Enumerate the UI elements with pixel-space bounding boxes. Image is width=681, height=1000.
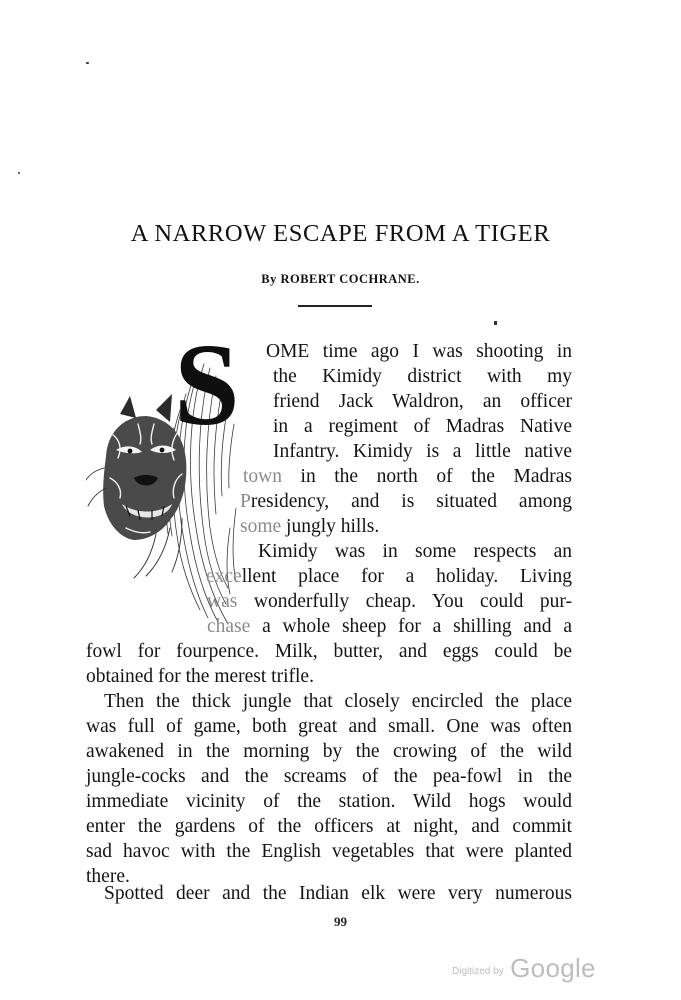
body-line-8: some jungly hills. (240, 516, 380, 537)
body-line-11: was wonderfully cheap. You could pur- (207, 591, 572, 612)
body-line-3: friend Jack Waldron, an officer (273, 391, 572, 412)
body-line-4: in a regiment of Madras Native (273, 416, 572, 437)
body-line-14: obtained for the merest trifle. (86, 666, 314, 687)
title-rule (298, 305, 372, 307)
chapter-title: A NARROW ESCAPE FROM A TIGER (130, 220, 551, 247)
google-logo: Google (510, 953, 596, 983)
ink-dot (494, 321, 497, 325)
body-line-5: Infantry. Kimidy is a little native (273, 441, 572, 462)
body-line-12: chase a whole sheep for a shilling and a (207, 616, 572, 637)
body-line-23: Spotted deer and the Indian elk were very numerous (104, 883, 572, 904)
body-line-18: jungle-cocks and the screams of the pea-fowl in the (86, 766, 572, 787)
body-line-2: the Kimidy district with my (273, 366, 572, 387)
page-number: 99 (334, 914, 347, 929)
body-line-7: Presidency, and is situated among (240, 491, 572, 512)
margin-speck (18, 172, 20, 174)
body-line-20: enter the gardens of the officers at night, and commit (86, 816, 572, 837)
margin-speck (86, 62, 89, 64)
body-line-21: sad havoc with the English vegetables that were planted (86, 841, 572, 862)
author-byline: By ROBERT COCHRANE. (261, 272, 420, 286)
body-line-9: Kimidy was in some respects an (258, 541, 572, 562)
body-line-19: immediate vicinity of the station. Wild hogs would (86, 791, 572, 812)
body-line-22: there. (86, 866, 130, 887)
body-line-10: excellent place for a holiday. Living (206, 566, 572, 587)
drop-cap: S (174, 328, 240, 450)
body-line-1: OME time ago I was shooting in (266, 341, 572, 362)
digitized-prefix: Digitized by (452, 966, 504, 977)
body-line-6: town in the north of the Madras (243, 466, 572, 487)
body-line-16: was full of game, both great and small. One was often (86, 716, 572, 737)
body-line-17: awakened in the morning by the crowing of the wild (86, 741, 572, 762)
digitized-watermark (452, 953, 596, 984)
body-line-13: fowl for fourpence. Milk, butter, and eggs could be (86, 641, 572, 662)
body-line-15: Then the thick jungle that closely encircled the place (104, 691, 572, 712)
